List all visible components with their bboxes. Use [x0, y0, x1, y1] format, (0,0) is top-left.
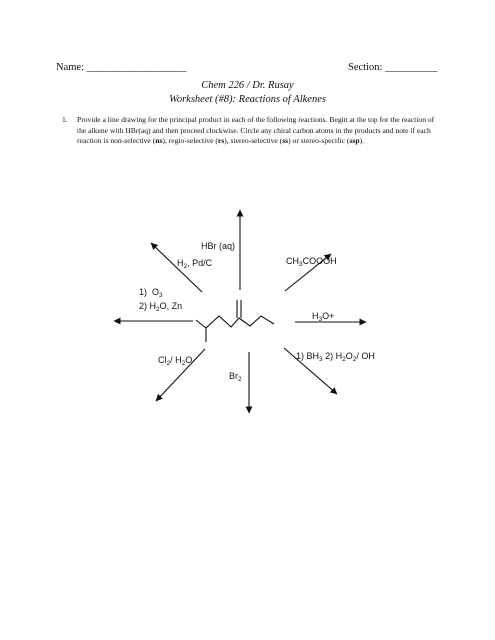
question-number: 1.	[62, 115, 68, 124]
course-title: Chem 226 / Dr. Rusay	[201, 80, 294, 91]
question-text: Provide a line drawing for the principal product in each of the following reactions. Begin at the top for the reaction of the alkene with HBr(aq) and then proceed clockwise. Circle any chiral carbon atoms in the products and note if each reaction is non-selective (ns), regio-selective (rs), stereo-selective (ss) or stereo-specific (ssp).	[77, 115, 435, 146]
name-field: Name: ___________________	[56, 62, 187, 73]
worksheet-title: Worksheet (#8): Reactions of Alkenes	[169, 94, 326, 105]
alkene-structure	[196, 300, 274, 342]
reagent-bromine: $Br_2$	[229, 371, 242, 383]
reagent-peracid: $CH_3COOOH$	[286, 256, 337, 268]
reagent-hydronium: $H_3O+$	[312, 311, 335, 323]
reagent-ozonolysis-step2: 2) $H_2O$, Zn	[139, 301, 183, 313]
reagent-halohydrin: $Cl_2/$ $H_2O$	[158, 355, 193, 367]
section-field: Section: __________	[348, 62, 438, 73]
reagent-hbr: HBr (aq)	[201, 241, 236, 251]
minus-sign: -	[352, 316, 356, 328]
reagent-hydroboration: 1) $BH_3$ 2) $H_2O_2/$ OH	[296, 351, 375, 363]
reagent-ozonolysis-step1: 1) $O_3$	[139, 287, 163, 299]
reagent-hydrogenation: $H_2$, Pd/C	[177, 258, 213, 270]
